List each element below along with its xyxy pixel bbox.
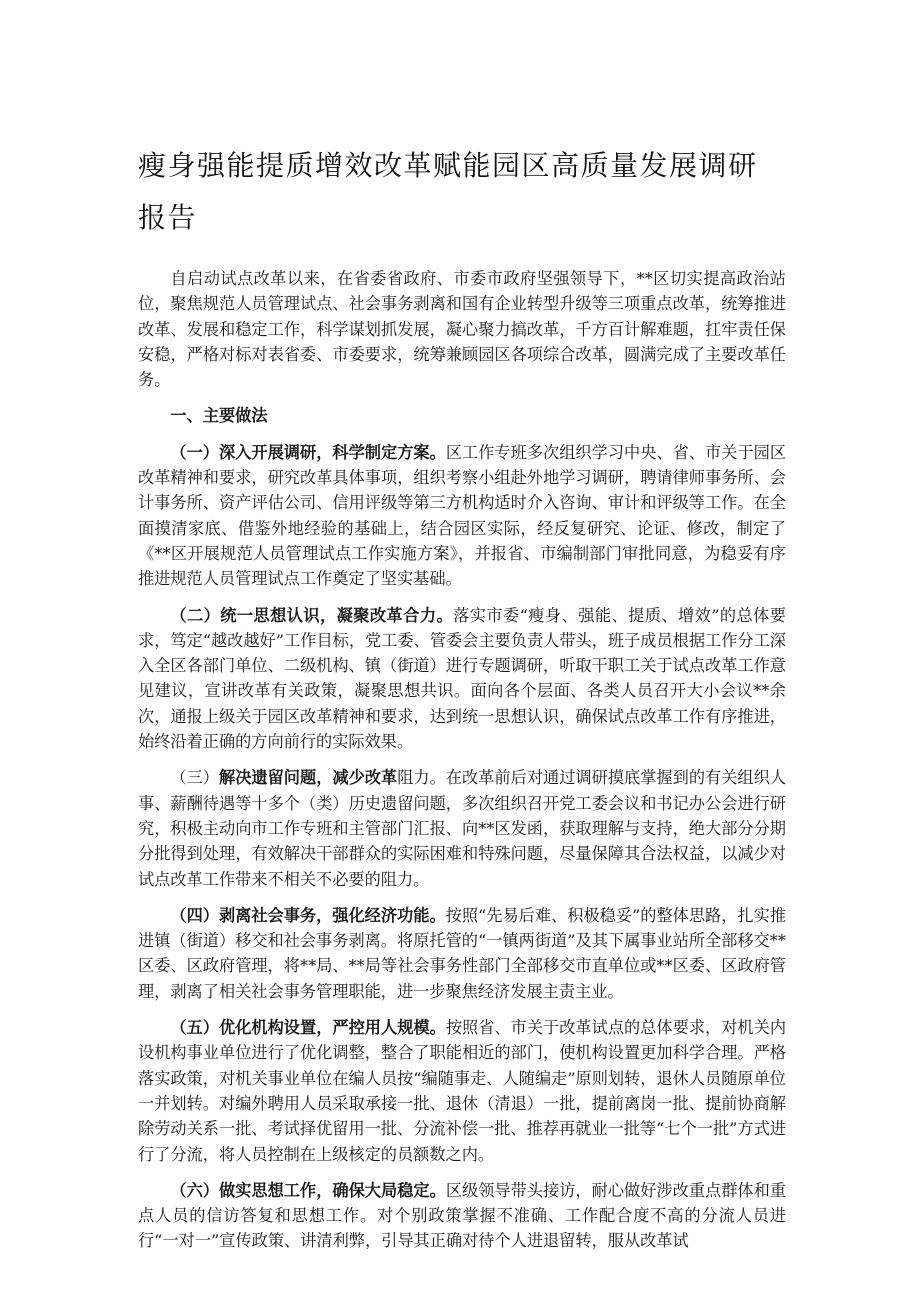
item-paragraph-3 [138, 765, 786, 891]
intro-paragraph: 自启动试点改革以来，在省委省政府、市委市政府坚强领导下，**区切实提高政治站位，聚焦规范人员管理试点、社会事务剥离和国有企业转型升级等三项重点改革，统筹推进改革、发展和稳定工作，科学谋划抓发展，凝心聚力搞改革，千方百计解难题，扛牢责任保安稳，严格对标对表省委、市委要求，统筹兼顾园区各项综合改革，圆满完成了主要改革任务。 [138, 269, 786, 390]
item-paragraph-5 [138, 1015, 786, 1167]
item-paragraph-2 [138, 603, 786, 755]
item-text: 阻力。在改革前后对通过调研摸底掌握到的有关组织人事、薪酬待遇等十多个（类）历史遗留问题，多次组织召开党工委会议和书记办公会进行研究，积极主动向市工作专班和主管部门汇报、向**区发函，获取理解与支持，绝大部分分期分批得到处理，有效解决干部群众的实际困难和特殊问题，尽量保障其合法权益，以减少对试点改革工作带来不相关不必要的阻力。 [138, 768, 787, 889]
item-number: （六） [170, 1180, 219, 1200]
item-lead: 解决遗留问题，减少改革 [219, 768, 398, 788]
document-title: 瘦身强能提质增效改革赋能园区高质量发展调研报告 [138, 149, 758, 234]
item-text: 按照“先易后难、积极稳妥”的整体思路，扎实推进镇（街道）移交和社会事务剥离。将原托管的“一镇两街道”及其下属事业站所全部移交**区委、区政府管理，将**局、**局等社会事务性部门全部移交市直单位或**区委、区政府管理，剥离了相关社会事务管理职能，进一步聚焦经济发展主责主业。 [138, 905, 787, 1001]
item-number: （二） [170, 605, 221, 625]
item-lead: 做实思想工作，确保大局稳定。 [219, 1180, 446, 1200]
item-text: 区级领导带头接访，耐心做好涉改重点群体和重点人员的信访答复和思想工作。对个别政策掌握不准确、工作配合度不高的分流人员进行“一对一”宣传政策、讲清利弊，引导其正确对待个人进退留转，服从改革试 [138, 1180, 787, 1251]
item-lead: 统一思想认识，凝聚改革合力。 [220, 605, 454, 625]
item-lead: 深入开展调研，科学制定方案。 [219, 442, 446, 462]
item-lead: 剥离社会事务，强化经济功能。 [218, 905, 446, 925]
item-text: 按照省、市关于改革试点的总体要求，对机关内设机构事业单位进行了优化调整，整合了职能相近的部门，使机构设置更加科学合理。严格落实政策，对机关事业单位在编人员按“编随事走、人随编走”原则划转，退休人员随原单位一并划转。对编外聘用人员采取承接一批、退休（清退）一批，提前离岗一批、提前协商解除劳动关系一批、考试择优留用一批、分流补偿一批、推荐再就业一批等“七个一批”方式进行了分流，将人员控制在上级核定的员额数之内。 [138, 1018, 787, 1164]
item-number: （五） [170, 1018, 219, 1038]
item-paragraph-4 [138, 903, 786, 1004]
item-paragraph-6 [138, 1178, 786, 1254]
item-number: （一） [170, 442, 219, 462]
document-page [138, 140, 786, 1265]
item-text: 区工作专班多次组织学习中央、省、市关于园区改革精神和要求，研究改革具体事项，组织考察小组赴外地学习调研，聘请律师事务所、会计事务所、资产评估公司、信用评级等第三方机构适时介入咨询、审计和评级等工作。在全面摸清家底、借鉴外地经验的基础上，结合园区实际，经反复研究、论证、修改，制定了《**区开展规范人员管理试点工作实施方案》，并报省、市编制部门审批同意，为稳妥有序推进规范人员管理试点工作奠定了坚实基础。 [138, 442, 787, 589]
item-text: 落实市委“瘦身、强能、提质、增效”的总体要求，笃定“越改越好”工作目标，党工委、管委会主要负责人带头，班子成员根据工作分工深入全区各部门单位、二级机构、镇（街道）进行专题调研，听取干职工关于试点改革工作意见建议，宣讲改革有关政策，凝聚思想共识。面向各个层面、各类人员召开大小会议**余次，通报上级关于园区改革精神和要求，达到统一思想认识，确保试点改革工作有序推进，始终沿着正确的方向前行的实际效果。 [138, 605, 786, 752]
section-heading: 一、主要做法 [170, 406, 268, 426]
item-number: （三） [170, 768, 219, 788]
item-paragraph-1 [138, 440, 786, 592]
item-number: （四） [170, 905, 219, 925]
item-lead: 优化机构设置，严控用人规模。 [219, 1018, 446, 1038]
